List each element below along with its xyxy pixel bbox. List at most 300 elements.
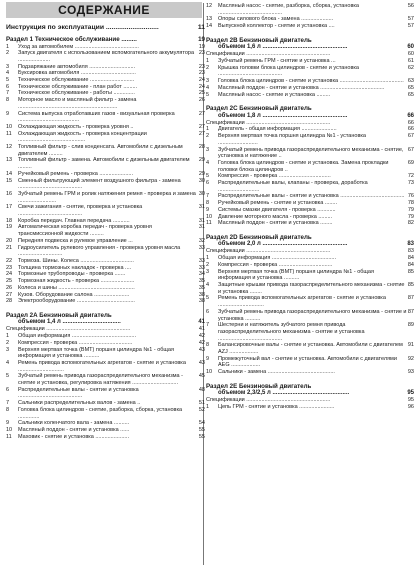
toc-entry-number: 8 bbox=[206, 342, 210, 349]
toc-entry-title: Ремень привода вспомогательных агрегатов - снятие и установка .............................. bbox=[218, 295, 386, 309]
toc-page-number: 25 bbox=[198, 90, 205, 97]
toc-entry-title: Раздел 2D Бензиновый двигатель bbox=[206, 233, 312, 241]
toc-entry-number: 28 bbox=[6, 298, 13, 305]
toc-entry-title: Защитные крышки привода газораспределительного механизма - снятие и установка ........ bbox=[218, 282, 405, 295]
toc-entry bbox=[6, 144, 205, 157]
toc-entry-title: Сальники - замена ............................................ bbox=[218, 369, 335, 376]
toc-entry-number: 4 bbox=[206, 282, 210, 288]
toc-entry bbox=[6, 77, 205, 84]
toc-entry bbox=[206, 133, 414, 146]
toc-entry-title: Ремень привода вспомогательных агрегатов - снятие и установка .............................. bbox=[18, 359, 186, 373]
toc-left-column bbox=[6, 22, 205, 440]
toc-entry-number: 11 bbox=[6, 433, 12, 440]
toc-page-number: 33 bbox=[198, 264, 205, 271]
toc-entry bbox=[6, 400, 205, 407]
toc-entry bbox=[6, 373, 205, 386]
toc-page-number: 65 bbox=[407, 91, 414, 98]
toc-page-number: 92 bbox=[407, 355, 414, 362]
toc-entry bbox=[206, 269, 414, 282]
toc-entry-title: Опоры силового блока - замена ..................... bbox=[218, 16, 334, 23]
toc-entry-title: Буксировка автомобиля .................................... bbox=[18, 70, 136, 77]
toc-entry-title: Головка блока цилиндров - снятие и установка. Замена прокладки головки блока цилиндров .. bbox=[218, 159, 389, 173]
toc-entry-number: 7 bbox=[206, 322, 210, 329]
toc-entry-title: Компрессия - проверка ................................... bbox=[218, 261, 333, 268]
toc-entry-number: 1 bbox=[206, 404, 210, 411]
toc-entry-number: 7 bbox=[6, 90, 10, 97]
toc-entry-title: Цепь ГРМ - снятие и установка ....................... bbox=[218, 404, 335, 411]
toc-page-number: 24 bbox=[198, 83, 205, 90]
toc-section-heading bbox=[206, 44, 414, 51]
toc-entry-number: 2 bbox=[206, 133, 210, 140]
toc-page-number: 93 bbox=[407, 369, 414, 376]
toc-entry-number: 5 bbox=[6, 77, 10, 84]
toc-entry bbox=[6, 157, 205, 170]
section-gap bbox=[6, 305, 205, 309]
toc-page-number: 76 bbox=[407, 193, 414, 200]
toc-entry-title: объемом 1,4 л ................................... bbox=[18, 319, 121, 326]
toc-page-number: 28 bbox=[198, 144, 205, 151]
toc-entry-title: Системы смазки двигателя - проверка ............ bbox=[218, 206, 336, 213]
toc-entry bbox=[206, 180, 414, 193]
toc-page-number: 31 bbox=[198, 204, 205, 211]
toc-page-number: 55 bbox=[198, 433, 205, 440]
toc-entry-title: Раздел 1 Техническое обслуживание ......... bbox=[6, 36, 137, 43]
toc-entry-number: 11 bbox=[6, 130, 12, 137]
toc-entry-number: 15 bbox=[6, 177, 13, 184]
toc-page-number: 85 bbox=[407, 268, 414, 275]
toc-entry-number: 24 bbox=[6, 271, 13, 278]
toc-entry-title: Маховик - снятие и установка ...................... bbox=[18, 433, 129, 440]
toc-page-number: 41 bbox=[198, 319, 205, 326]
toc-page-number: 82 bbox=[407, 220, 414, 227]
toc-page-number: 57 bbox=[407, 16, 414, 23]
toc-entry-number: 2 bbox=[6, 50, 10, 57]
toc-entry bbox=[206, 3, 414, 16]
toc-spec-entry bbox=[206, 120, 414, 127]
toc-entry bbox=[6, 420, 205, 427]
toc-entry-title: Спецификации ....................................................... bbox=[206, 397, 331, 404]
toc-page-number: 19 bbox=[198, 36, 205, 43]
toc-entry bbox=[6, 278, 205, 285]
toc-page-number: 66 bbox=[407, 126, 414, 133]
toc-entry bbox=[6, 131, 205, 144]
toc-entry-number: 5 bbox=[6, 373, 10, 380]
toc-page-number: 31 bbox=[198, 217, 205, 224]
toc-page-number: 91 bbox=[407, 342, 414, 349]
toc-entry-number: 27 bbox=[6, 291, 13, 298]
toc-entry-title: Сальники коленчатого вала - замена .......... bbox=[18, 420, 130, 427]
toc-entry bbox=[206, 147, 414, 160]
toc-spec-entry bbox=[6, 326, 205, 333]
toc-entry-number: 14 bbox=[6, 170, 13, 177]
toc-entry bbox=[6, 204, 205, 217]
toc-entry-number: 9 bbox=[6, 420, 10, 427]
toc-entry-title: Ручейковый ремень - проверка ...................... bbox=[18, 170, 133, 177]
toc-page-number: 51 bbox=[198, 400, 205, 407]
toc-entry-title: Запуск двигателя с использованием вспомогательного аккумулятора ..................... bbox=[18, 50, 195, 63]
toc-entry-title: Общая информация .......................................... bbox=[18, 333, 137, 340]
toc-section-heading bbox=[206, 390, 414, 397]
toc-entry bbox=[6, 70, 205, 77]
toc-entry bbox=[6, 407, 205, 420]
toc-entry-number: 26 bbox=[6, 284, 13, 291]
toc-entry-title: Охлаждающая жидкость - проверка уровня .. bbox=[18, 123, 134, 130]
toc-entry bbox=[6, 387, 205, 400]
toc-entry-title: Ручейковый ремень - снятие и установка ........ bbox=[218, 200, 338, 207]
toc-entry-title: Тормозная жидкость - проверка ...................... bbox=[18, 278, 135, 285]
toc-entry-number: 3 bbox=[6, 63, 10, 70]
toc-entry bbox=[206, 23, 414, 30]
toc-entry-title: Техническое обслуживание - работы .............. bbox=[18, 90, 135, 97]
toc-entry-title: Свечи зажигания - снятие, проверка и установка .......................................... bbox=[18, 204, 143, 218]
toc-entry bbox=[6, 178, 205, 191]
toc-page-number: 48 bbox=[198, 386, 205, 393]
toc-entry-title: Головка блока цилиндров - снятие, разборка, сборка, установка .............. bbox=[18, 406, 183, 420]
toc-section-heading bbox=[6, 319, 205, 326]
toc-page-number: 34 bbox=[198, 271, 205, 278]
toc-entry-number: 4 bbox=[206, 84, 210, 91]
toc-page-number: 67 bbox=[407, 133, 414, 140]
toc-entry-number: 12 bbox=[6, 144, 13, 151]
toc-entry-title: Передняя подвеска и рулевое управление ... bbox=[18, 237, 133, 244]
toc-page-number: 43 bbox=[198, 346, 205, 353]
toc-entry-title: Подзаряжание автомобиля .............................. bbox=[18, 63, 136, 70]
toc-entry-number: 16 bbox=[6, 190, 13, 197]
toc-page-number: 27 bbox=[198, 130, 205, 137]
toc-page-number: 27 bbox=[198, 110, 205, 117]
toc-entry-number: 11 bbox=[206, 220, 212, 227]
toc-entry-number: 17 bbox=[6, 204, 13, 211]
toc-entry bbox=[6, 292, 205, 299]
toc-entry bbox=[6, 333, 205, 340]
toc-page-number: 54 bbox=[198, 420, 205, 427]
toc-entry-number: 20 bbox=[6, 237, 13, 244]
toc-entry-number: 8 bbox=[206, 200, 210, 207]
toc-entry-title: Охлаждающая жидкость - проверка концентрации ............................................ bbox=[18, 130, 147, 144]
toc-entry bbox=[6, 50, 205, 63]
toc-entry-number: 1 bbox=[206, 126, 210, 133]
toc-entry-title: Моторное масло и масляный фильтр - замена ................................................................. bbox=[18, 97, 137, 110]
toc-entry-title: Балансировочные валы - снятие и установка. Автомобили с двигателем AZJ ................... bbox=[218, 342, 403, 356]
toc-entry bbox=[6, 271, 205, 278]
toc-entry bbox=[6, 360, 205, 373]
toc-entry-number: 6 bbox=[6, 83, 10, 90]
toc-entry-title: Масляный насос - снятие и установка ......... bbox=[218, 91, 331, 98]
toc-entry-title: Распределительные валы - снятие и установка .......................................... bbox=[218, 193, 405, 200]
toc-entry-number: 1 bbox=[206, 58, 210, 65]
toc-section-heading bbox=[206, 105, 414, 113]
toc-entry bbox=[206, 200, 414, 207]
toc-entry-number: 1 bbox=[206, 255, 210, 262]
toc-section-heading bbox=[206, 113, 414, 120]
toc-entry-number: 3 bbox=[206, 268, 210, 275]
toc-page-number: 56 bbox=[407, 3, 414, 9]
toc-page-number: 79 bbox=[407, 213, 414, 220]
toc-entry bbox=[6, 340, 205, 347]
toc-entry bbox=[206, 262, 414, 269]
toc-entry bbox=[206, 65, 414, 78]
toc-entry-title: Коробка передач. Главная передача ........... bbox=[18, 217, 130, 224]
toc-page-number: 23 bbox=[198, 63, 205, 70]
toc-entry-title: Система выпуска отработавших газов - визуальная проверка ........................................ bbox=[18, 110, 175, 124]
toc-entry-number: 9 bbox=[6, 110, 10, 117]
toc-entry-title: Шестерни и натяжитель зубчатого ремня привода газораспределительного механизма - снятие и установка .......................................... bbox=[218, 322, 365, 342]
toc-entry-title: Зубчатый ремень ГРМ и ролик натяжения ремня - проверка и замена ......................... bbox=[18, 190, 196, 204]
toc-entry-number: 2 bbox=[6, 339, 10, 346]
toc-page-number: 61 bbox=[407, 58, 414, 65]
toc-page-number: 83 bbox=[407, 248, 414, 255]
toc-entry bbox=[6, 191, 205, 204]
toc-entry-number: 2 bbox=[206, 64, 210, 71]
toc-entry-number: 4 bbox=[206, 159, 210, 166]
toc-entry-title: Раздел 2А Бензиновый двигатель bbox=[6, 311, 112, 319]
toc-entry-number: 10 bbox=[6, 123, 13, 130]
toc-entry bbox=[206, 78, 414, 85]
toc-entry bbox=[206, 160, 414, 173]
toc-entry bbox=[6, 258, 205, 265]
toc-page-number: 66 bbox=[407, 112, 414, 119]
toc-page-number: 84 bbox=[407, 255, 414, 262]
toc-entry-title: Масляный поддон - снятие и установка ........ bbox=[218, 220, 333, 227]
toc-page-number: 41 bbox=[198, 326, 205, 333]
toc-entry-title: Зубчатый ремень привода газораспределительного механизма - снятие и установка .......... bbox=[218, 308, 407, 322]
toc-entry-title: Спецификации ....................................................... bbox=[206, 119, 331, 126]
toc-entry-number: 13 bbox=[6, 157, 13, 164]
toc-page-number: 19 bbox=[198, 43, 205, 50]
toc-page-number: 42 bbox=[198, 333, 205, 340]
toc-page-number: 96 bbox=[407, 404, 414, 411]
toc-page-number: 60 bbox=[407, 51, 414, 58]
toc-entry bbox=[206, 295, 414, 308]
toc-entry bbox=[206, 85, 414, 92]
toc-entry-number: 5 bbox=[206, 173, 210, 180]
toc-entry bbox=[206, 207, 414, 214]
toc-page-number: 38 bbox=[198, 298, 205, 305]
toc-page-number: 69 bbox=[407, 159, 414, 166]
toc-entry-number: 18 bbox=[6, 217, 13, 224]
toc-page-number: 62 bbox=[407, 64, 414, 71]
toc-page-number: 87 bbox=[407, 295, 414, 302]
toc-entry-title: Верхняя мертвая точка (ВМТ) поршня цилиндра №1 - общая информация и установка .......... bbox=[18, 346, 174, 360]
toc-entry-title: Гидроусилитель рулевого управления - проверка уровня масла ............................. bbox=[18, 244, 181, 258]
toc-entry bbox=[206, 220, 414, 227]
toc-page-number: 29 bbox=[198, 157, 205, 164]
toc-page-number: 66 bbox=[407, 119, 414, 126]
toc-entry bbox=[6, 347, 205, 360]
toc-entry-number: 14 bbox=[206, 23, 213, 30]
toc-page-number: 73 bbox=[407, 180, 414, 187]
toc-entry-title: Топливный фильтр - слив конденсата. Автомобили с дизельным двигателем ......... bbox=[18, 144, 183, 157]
toc-entry-title: Электрооборудование ...................................... bbox=[18, 298, 135, 305]
section-gap bbox=[206, 376, 414, 380]
toc-page-number: 89 bbox=[407, 322, 414, 329]
toc-entry bbox=[6, 171, 205, 178]
toc-entry-title: объемом 1,6 л ................................................... bbox=[218, 44, 348, 51]
toc-entry bbox=[6, 285, 205, 292]
toc-entry-title: Двигатель - общая информация ....................... bbox=[218, 126, 337, 133]
toc-entry-title: Инструкция по эксплуатации ............................ bbox=[6, 24, 159, 31]
toc-entry bbox=[6, 434, 205, 441]
toc-entry-number: 1 bbox=[6, 43, 10, 50]
section-gap bbox=[206, 30, 414, 34]
toc-entry-number: 25 bbox=[6, 278, 13, 285]
toc-entry bbox=[6, 84, 205, 91]
toc-entry-title: Выпускной коллектор - снятие и установка .... bbox=[218, 23, 335, 30]
toc-entry-title: Техническое обслуживание - план работ ......... bbox=[18, 83, 138, 90]
toc-entry bbox=[6, 64, 205, 71]
toc-right-column bbox=[206, 3, 414, 411]
toc-page-number: 63 bbox=[407, 78, 414, 85]
toc-entry bbox=[6, 124, 205, 131]
toc-entry-number: 10 bbox=[6, 426, 13, 433]
toc-page-number: 83 bbox=[407, 241, 414, 248]
toc-entry bbox=[206, 58, 414, 65]
toc-spec-entry bbox=[206, 248, 414, 255]
toc-page-number: 57 bbox=[407, 23, 414, 30]
toc-page-number: 35 bbox=[198, 278, 205, 285]
toc-entry-title: Крышка головки блока цилиндров - снятие и установка .......................................... bbox=[218, 64, 359, 78]
toc-entry-number: 6 bbox=[206, 308, 210, 315]
toc-entry bbox=[206, 173, 414, 180]
toc-section-heading bbox=[6, 36, 205, 44]
toc-entry-number: 21 bbox=[6, 244, 13, 251]
toc-page-number: 32 bbox=[198, 237, 205, 244]
toc-entry-number: 8 bbox=[6, 406, 10, 413]
toc-entry-title: Общая информация .......................................... bbox=[218, 255, 337, 262]
toc-entry-title: Толщина тормозных накладок - проверка .... bbox=[18, 264, 132, 271]
toc-entry bbox=[6, 245, 205, 258]
toc-entry bbox=[6, 265, 205, 272]
toc-page-number: 33 bbox=[198, 258, 205, 264]
toc-entry-title: Масляный поддон - снятие и установка ...... bbox=[18, 426, 130, 433]
toc-page-number: 87 bbox=[407, 308, 414, 315]
toc-entry-title: Зубчатый ремень привода газораспределительного механизма - снятие и установка, регулировка натяжения .............................. bbox=[18, 373, 183, 387]
toc-entry bbox=[206, 369, 414, 376]
section-gap bbox=[206, 98, 414, 102]
toc-entry bbox=[206, 282, 414, 295]
toc-entry-title: объемом 2,3/2,5 л .............................................. bbox=[218, 390, 350, 397]
toc-page-number: 30 bbox=[198, 190, 205, 197]
toc-entry-title: Промежуточный вал - снятие и установка. Автомобили с двигателями AEG ................... bbox=[218, 355, 397, 369]
toc-page-number: 60 bbox=[407, 44, 414, 51]
toc-entry-number: 2 bbox=[206, 261, 210, 268]
toc-entry-number: 19 bbox=[6, 224, 13, 231]
toc-section-heading bbox=[6, 24, 205, 32]
toc-entry-title: Спецификации ....................................................... bbox=[206, 51, 331, 58]
toc-entry-title: Спецификации ....................................................... bbox=[206, 248, 331, 255]
toc-entry-number: 9 bbox=[206, 206, 210, 213]
toc-entry-number: 3 bbox=[206, 146, 210, 153]
page-title: СОДЕРЖАНИЕ bbox=[6, 2, 202, 18]
toc-entry-number: 7 bbox=[206, 193, 210, 200]
toc-entry-number: 10 bbox=[206, 369, 213, 376]
toc-entry bbox=[6, 111, 205, 124]
toc-entry-title: Зубчатый ремень привода газораспределительного механизма - снятие, установка и натяжение .. bbox=[218, 146, 404, 160]
toc-entry bbox=[6, 427, 205, 434]
toc-entry-number: 8 bbox=[6, 97, 10, 104]
toc-entry-title: Масляный поддон - снятие и установка .......................................... bbox=[218, 84, 385, 91]
toc-entry-title: Кузов. Оборудование салона ....................... bbox=[18, 291, 130, 298]
toc-entry-title: Компрессия - проверка .................................. bbox=[218, 173, 331, 180]
toc-page-number: 42 bbox=[198, 339, 205, 346]
toc-entry bbox=[206, 404, 414, 411]
toc-entry-title: Раздел 2С Бензиновый двигатель bbox=[206, 105, 312, 113]
toc-entry bbox=[6, 224, 205, 237]
toc-entry-number: 6 bbox=[206, 180, 210, 187]
toc-entry-number: 22 bbox=[6, 258, 13, 264]
toc-spec-entry bbox=[206, 397, 414, 404]
toc-entry-number: 10 bbox=[206, 213, 213, 220]
toc-entry bbox=[206, 322, 414, 342]
toc-spec-entry bbox=[206, 51, 414, 58]
toc-page-number: 84 bbox=[407, 261, 414, 268]
toc-entry bbox=[6, 44, 205, 51]
toc-page-number: 30 bbox=[198, 177, 205, 184]
toc-page-number: 78 bbox=[407, 200, 414, 207]
toc-entry bbox=[6, 298, 205, 305]
toc-page-number: 11 bbox=[197, 24, 205, 31]
toc-page-number: 33 bbox=[198, 244, 205, 251]
toc-entry bbox=[6, 218, 205, 225]
toc-entry-title: Сменный фильтрующий элемент воздушного фильтра - замена .......................................... bbox=[18, 177, 181, 191]
toc-entry bbox=[206, 126, 414, 133]
toc-entry-title: Компрессия - проверка ................................... bbox=[18, 339, 133, 346]
toc-entry-title: Колеса и шины .................................................. bbox=[18, 284, 135, 291]
toc-entry-number: 9 bbox=[206, 355, 210, 362]
toc-entry-title: Распределительные валы, клапаны - проверка, доработка ........................... bbox=[218, 180, 368, 193]
toc-page-number: 24 bbox=[198, 77, 205, 84]
toc-entry-title: объемом 2,0 л ................................................... bbox=[218, 241, 348, 248]
toc-page-number: 29 bbox=[198, 170, 205, 177]
toc-entry-title: Тормоза. Шины. Колеса ................................... bbox=[18, 258, 134, 264]
toc-entry-title: Головка блока цилиндров - снятие и установка .......................................... bbox=[218, 78, 404, 85]
toc-entry-title: Тормозные трубопроводы - проверка ....... bbox=[18, 271, 126, 278]
toc-page-number: 85 bbox=[407, 282, 414, 288]
toc-entry-title: Раздел 2В Бензиновый двигатель bbox=[206, 36, 312, 44]
toc-entry-title: Раздел 2Е Бензиновый двигатель bbox=[206, 382, 312, 390]
toc-entry-number: 3 bbox=[206, 78, 210, 85]
toc-entry-number: 3 bbox=[6, 346, 10, 353]
toc-page-number: 52 bbox=[198, 406, 205, 413]
toc-entry-title: Топливный фильтр - замена. Автомобили с дизельным двигателем ......... bbox=[18, 157, 190, 171]
toc-entry-title: Масляный насос - снятие, разборка, сборка, установка .......................................... bbox=[218, 3, 359, 16]
toc-entry-title: Спецификации ....................................................... bbox=[6, 326, 131, 333]
toc-entry-number: 4 bbox=[6, 70, 10, 77]
toc-page-number: 65 bbox=[407, 84, 414, 91]
toc-page-number: 55 bbox=[198, 426, 205, 433]
toc-entry-number: 23 bbox=[6, 264, 13, 271]
toc-page-number: 72 bbox=[407, 173, 414, 180]
toc-page-number: 67 bbox=[407, 146, 414, 153]
toc-entry-title: Техническое обслуживание ............................. bbox=[18, 77, 135, 84]
toc-page-number: 38 bbox=[198, 291, 205, 298]
toc-entry-title: Распределительные валы - снятие и установка .......................................... bbox=[18, 386, 139, 400]
toc-entry-title: Верхняя мертвая точка (ВМТ) поршня цилиндра №1 - общая информация и установка .......... bbox=[218, 268, 374, 282]
toc-entry-number: 12 bbox=[206, 3, 213, 9]
toc-page-number: 27 bbox=[198, 123, 205, 130]
toc-entry-number: 13 bbox=[206, 16, 213, 23]
toc-entry-number: 4 bbox=[6, 359, 10, 366]
toc-page-number: 23 bbox=[198, 50, 205, 57]
toc-entry-title: Автоматическая коробка передач - проверка уровня трансмиссионной жидкости ......... bbox=[18, 224, 152, 238]
toc-page-number: 95 bbox=[407, 390, 414, 397]
toc-entry-title: Верхняя мертвая точка поршня цилиндра №1 - установка .......................... bbox=[218, 133, 366, 146]
toc-entry-number: 1 bbox=[6, 333, 10, 340]
toc-page-number: 43 bbox=[198, 359, 205, 366]
toc-entry-number: 6 bbox=[6, 386, 10, 393]
toc-entry bbox=[6, 238, 205, 245]
toc-entry-number: 5 bbox=[206, 91, 210, 98]
